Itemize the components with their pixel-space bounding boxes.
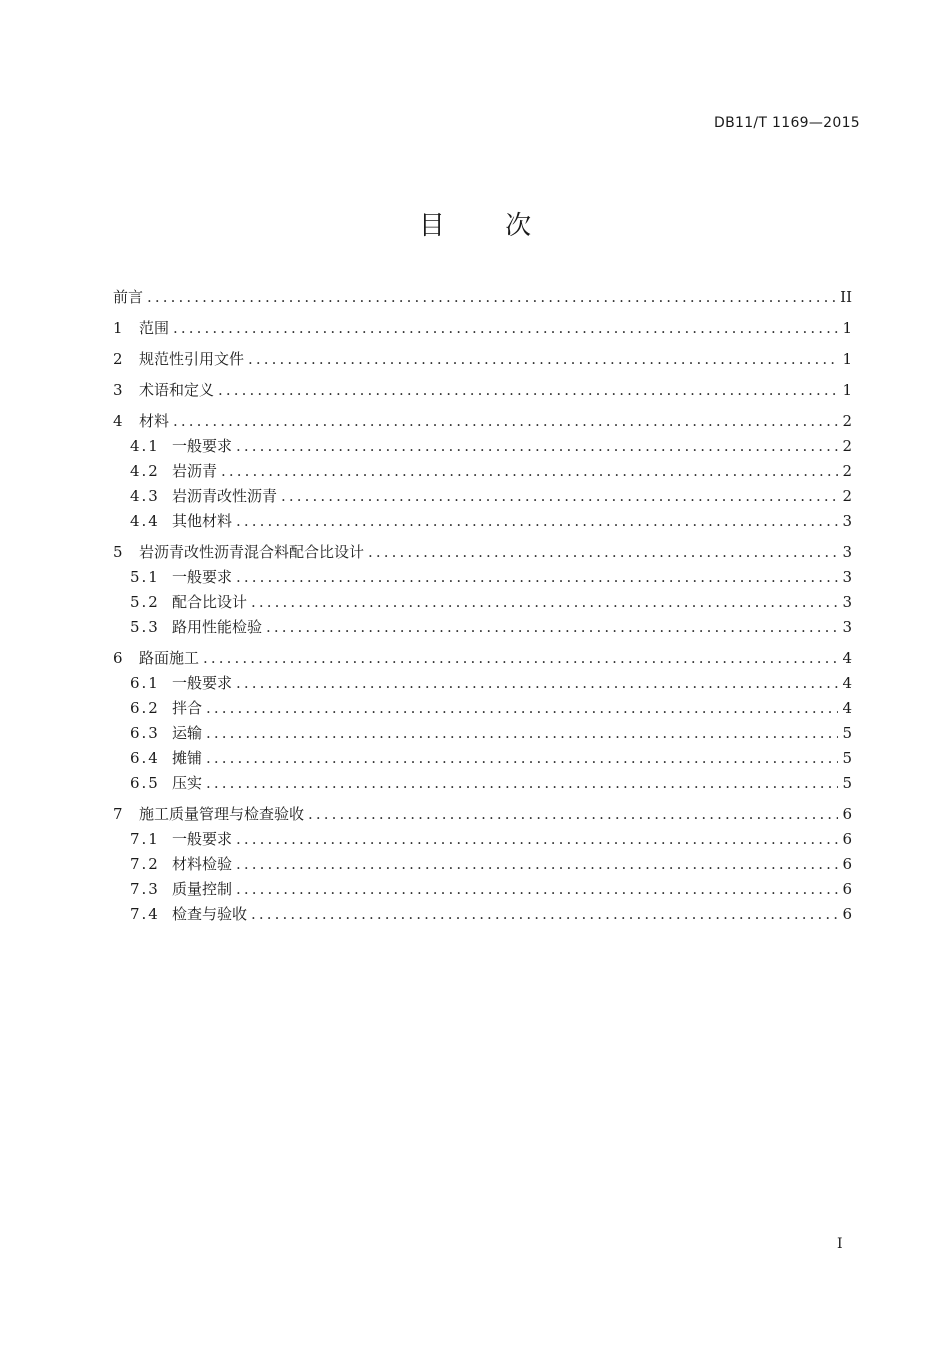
toc-entry-label: 材料 — [139, 412, 170, 430]
toc-entry-page: 1 — [842, 319, 852, 337]
toc-entry-page: 2 — [842, 487, 852, 505]
toc-dot-leader — [218, 378, 838, 403]
toc-entry-number: 7.4 — [130, 905, 160, 923]
toc-entry-page: 6 — [842, 830, 852, 848]
toc-entry-label: 一般要求 — [172, 830, 233, 848]
toc-entry-page: 3 — [842, 512, 852, 530]
toc-entry-label: 岩沥青改性沥青混合料配合比设计 — [139, 543, 365, 561]
toc-entry-label: 材料检验 — [172, 855, 233, 873]
toc-entry-number: 4.1 — [130, 437, 160, 455]
toc-entry-page: 3 — [842, 568, 852, 586]
toc-entry[interactable] — [113, 316, 852, 341]
toc-entry[interactable] — [113, 771, 852, 796]
toc-entry-number: 6.5 — [130, 774, 160, 792]
toc-entry-number: 4.4 — [130, 512, 160, 530]
page-title: 目 次 — [418, 211, 558, 241]
toc-entry-number: 1 — [113, 319, 123, 337]
toc-entry-label: 一般要求 — [172, 568, 233, 586]
toc-entry-page: 4 — [842, 649, 852, 667]
toc-dot-leader — [236, 434, 838, 459]
table-of-contents — [113, 285, 852, 927]
toc-entry-label: 路面施工 — [139, 649, 200, 667]
toc-entry[interactable] — [113, 802, 852, 827]
toc-entry-page: 4 — [842, 699, 852, 717]
toc-entry-number: 3 — [113, 381, 123, 399]
toc-entry-number: 7.1 — [130, 830, 160, 848]
toc-entry-label: 路用性能检验 — [172, 618, 263, 636]
toc-entry-page: 4 — [842, 674, 852, 692]
toc-dot-leader — [147, 285, 836, 310]
toc-dot-leader — [236, 671, 838, 696]
toc-dot-leader — [251, 590, 838, 615]
toc-entry-number: 4.3 — [130, 487, 160, 505]
toc-dot-leader — [368, 540, 838, 565]
toc-entry-label: 范围 — [139, 319, 170, 337]
toc-entry-page: 1 — [842, 350, 852, 368]
toc-dot-leader — [248, 347, 838, 372]
toc-entry[interactable] — [113, 459, 852, 484]
toc-dot-leader — [221, 459, 838, 484]
toc-entry[interactable] — [113, 590, 852, 615]
toc-entry-page: 6 — [842, 880, 852, 898]
toc-entry-number: 7.3 — [130, 880, 160, 898]
toc-entry[interactable] — [113, 347, 852, 372]
toc-entry[interactable] — [113, 615, 852, 640]
toc-dot-leader — [173, 316, 838, 341]
toc-entry-label: 运输 — [172, 724, 203, 742]
toc-entry-label: 压实 — [172, 774, 203, 792]
toc-dot-leader — [236, 565, 838, 590]
toc-entry-label: 规范性引用文件 — [139, 350, 245, 368]
toc-entry[interactable] — [113, 509, 852, 534]
toc-entry-number: 7 — [113, 805, 123, 823]
toc-entry[interactable] — [113, 378, 852, 403]
toc-dot-leader — [308, 802, 838, 827]
toc-entry[interactable] — [113, 434, 852, 459]
toc-entry-page: 3 — [842, 618, 852, 636]
toc-dot-leader — [206, 771, 838, 796]
toc-entry[interactable] — [113, 877, 852, 902]
toc-entry[interactable] — [113, 696, 852, 721]
toc-entry-label: 一般要求 — [172, 437, 233, 455]
toc-dot-leader — [236, 852, 838, 877]
toc-entry-label: 施工质量管理与检查验收 — [139, 805, 305, 823]
toc-entry-label: 术语和定义 — [139, 381, 215, 399]
toc-entry-page: 2 — [842, 437, 852, 455]
toc-dot-leader — [206, 696, 838, 721]
toc-entry[interactable] — [113, 721, 852, 746]
toc-entry[interactable] — [113, 540, 852, 565]
toc-entry-label: 质量控制 — [172, 880, 233, 898]
toc-entry-label: 摊铺 — [172, 749, 203, 767]
toc-entry-number: 4 — [113, 412, 123, 430]
toc-entry-page: 3 — [842, 543, 852, 561]
toc-entry[interactable] — [113, 285, 852, 310]
toc-entry[interactable] — [113, 671, 852, 696]
toc-entry-page: 2 — [842, 412, 852, 430]
toc-entry-number: 5.2 — [130, 593, 160, 611]
toc-dot-leader — [266, 615, 838, 640]
toc-entry-number: 2 — [113, 350, 123, 368]
toc-entry-page: II — [840, 288, 852, 306]
toc-entry-page: 1 — [842, 381, 852, 399]
page-number: I — [837, 1236, 843, 1252]
toc-dot-leader — [173, 409, 838, 434]
toc-entry[interactable] — [113, 565, 852, 590]
toc-entry-label: 前言 — [113, 288, 144, 306]
toc-dot-leader — [206, 721, 838, 746]
toc-entry-page: 5 — [842, 774, 852, 792]
toc-entry-page: 2 — [842, 462, 852, 480]
toc-dot-leader — [236, 877, 838, 902]
toc-entry-number: 5.1 — [130, 568, 160, 586]
toc-entry-page: 5 — [842, 749, 852, 767]
toc-entry-page: 6 — [842, 805, 852, 823]
toc-entry[interactable] — [113, 746, 852, 771]
toc-entry[interactable] — [113, 827, 852, 852]
toc-dot-leader — [236, 827, 838, 852]
toc-entry-number: 6.3 — [130, 724, 160, 742]
toc-entry-page: 5 — [842, 724, 852, 742]
toc-dot-leader — [206, 746, 838, 771]
toc-entry-number: 6.1 — [130, 674, 160, 692]
toc-entry-page: 3 — [842, 593, 852, 611]
toc-entry-number: 6.2 — [130, 699, 160, 717]
toc-entry-number: 6 — [113, 649, 123, 667]
toc-entry-label: 一般要求 — [172, 674, 233, 692]
toc-dot-leader — [281, 484, 838, 509]
toc-entry-number: 6.4 — [130, 749, 160, 767]
toc-entry-label: 配合比设计 — [172, 593, 248, 611]
toc-entry-label: 拌合 — [172, 699, 203, 717]
toc-entry-number: 7.2 — [130, 855, 160, 873]
toc-entry-label: 岩沥青改性沥青 — [172, 487, 278, 505]
toc-entry-number: 5 — [113, 543, 123, 561]
toc-entry-page: 6 — [842, 855, 852, 873]
toc-entry[interactable] — [113, 902, 852, 927]
toc-entry-number: 4.2 — [130, 462, 160, 480]
toc-dot-leader — [236, 509, 838, 534]
toc-entry[interactable] — [113, 852, 852, 877]
toc-entry-label: 其他材料 — [172, 512, 233, 530]
document-code: DB11/T 1169—2015 — [714, 115, 860, 131]
toc-entry-number: 5.3 — [130, 618, 160, 636]
toc-dot-leader — [203, 646, 838, 671]
toc-entry[interactable] — [113, 484, 852, 509]
toc-entry-label: 检查与验收 — [172, 905, 248, 923]
toc-entry-page: 6 — [842, 905, 852, 923]
toc-dot-leader — [251, 902, 838, 927]
toc-entry[interactable] — [113, 646, 852, 671]
toc-entry[interactable] — [113, 409, 852, 434]
toc-entry-label: 岩沥青 — [172, 462, 218, 480]
